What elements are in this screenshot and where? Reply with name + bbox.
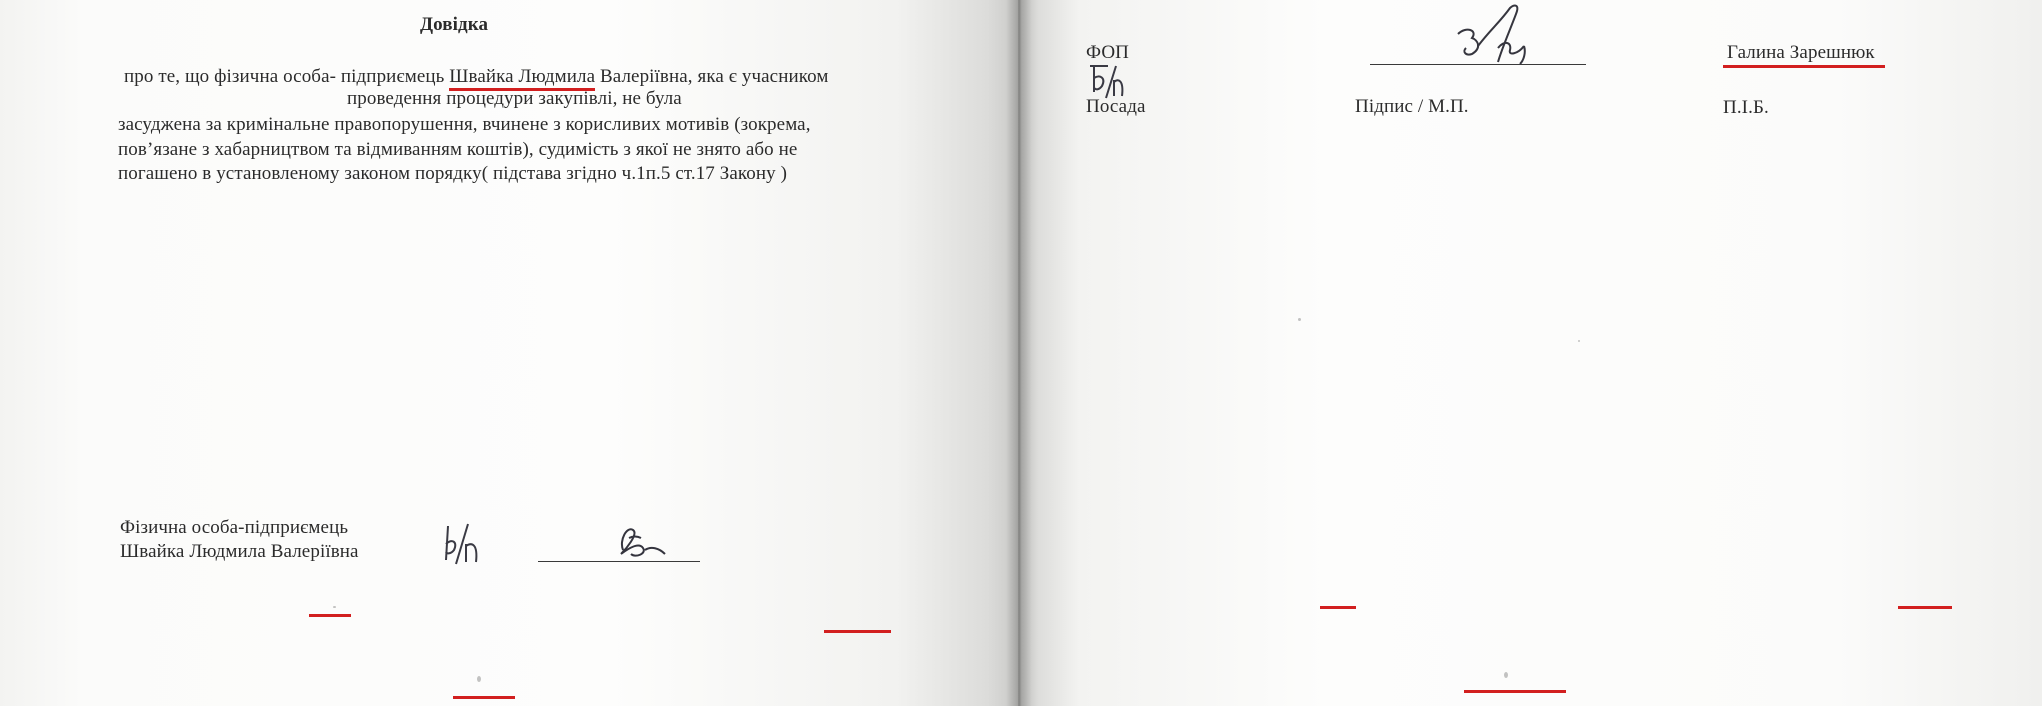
red-mark [1898, 606, 1952, 609]
red-mark [453, 696, 515, 699]
red-mark [1464, 690, 1566, 693]
highlighted-entrepreneur-name: Швайка Людмила [449, 66, 595, 91]
book-gutter-shadow [1006, 0, 1032, 706]
handwritten-no-seal-note [438, 520, 482, 568]
scan-speck [1504, 672, 1508, 678]
left-page [0, 0, 1018, 706]
right-page [1018, 0, 2042, 706]
document-title: Довідка [420, 14, 489, 35]
red-mark [309, 614, 351, 617]
scan-speck [333, 606, 336, 608]
red-mark [1320, 606, 1356, 609]
body-line-1 [124, 66, 828, 88]
body-line-1-start: про те, що фізична особа- підприємець [124, 66, 450, 87]
scan-speck [1578, 340, 1580, 342]
fop-signature [1438, 0, 1558, 70]
body-line-4: пов’язане з хабарництвом та відмиванням коштів), судимість з якої не знято або не [118, 139, 798, 160]
body-line-1-end: Валеріївна, яка є учасником [595, 66, 829, 87]
position-label: Посада [1086, 96, 1146, 117]
red-mark [824, 630, 891, 633]
entrepreneur-signature [605, 520, 675, 562]
body-line-3: засуджена за кримінальне правопорушення, вчинене з корисливих мотивів (зокрема, [118, 114, 811, 135]
name-label: П.І.Б. [1723, 97, 1769, 118]
scan-speck [477, 676, 481, 682]
signature-label: Підпис / М.П. [1355, 96, 1469, 117]
body-line-2: проведення процедури закупівлі, не була [347, 88, 682, 109]
signer-title: Фізична особа-підприємець [120, 517, 349, 538]
fop-label: ФОП [1086, 42, 1129, 63]
signer-name: Швайка Людмила Валеріївна [120, 541, 359, 562]
scan-speck [1298, 318, 1301, 321]
fop-name-value: Галина Зарешнюк [1723, 42, 1885, 68]
body-line-5: погашено в установленому законом порядку( підстава згідно ч.1п.5 ст.17 Закону ) [118, 163, 788, 184]
